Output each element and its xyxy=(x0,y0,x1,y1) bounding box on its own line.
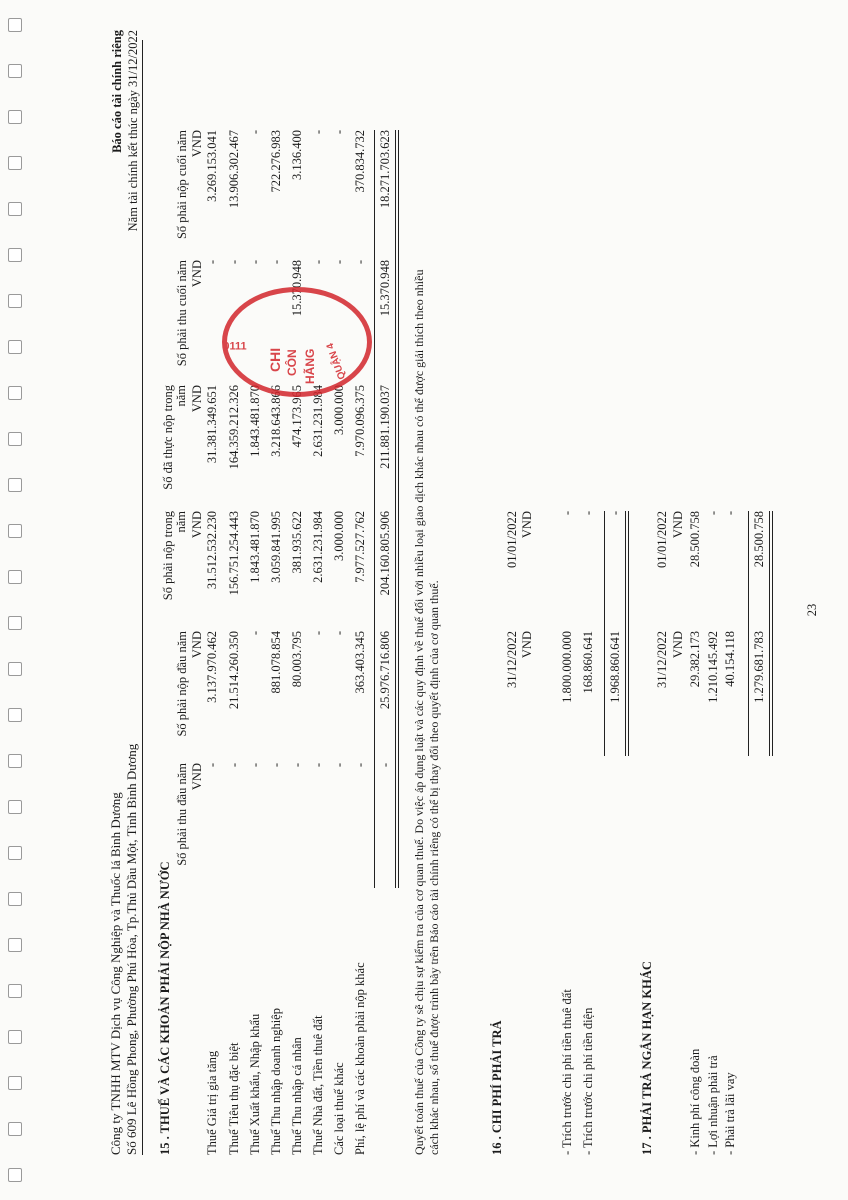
cell: 363.403.345 xyxy=(353,631,367,694)
cell: - xyxy=(248,631,262,636)
total-cell: 211.881.190.037 xyxy=(378,385,392,469)
tax-note: Quyết toán thuế của Công ty sẽ chịu sự kiểm tra của cơ quan thuế. Do việc áp dụng luật và các quy định về thuế đối với nhiều loại giao dịch khác nhau có thể được giải thích theo nhiều xyxy=(412,269,426,1155)
cell: - xyxy=(227,260,241,265)
cell: - xyxy=(332,260,346,265)
col-date-2: 01/01/2022 xyxy=(655,511,669,568)
cell: - xyxy=(248,260,262,265)
unit-vnd: VND xyxy=(190,763,204,791)
row-label: Thuế Tiêu thụ đặc biệt xyxy=(227,1042,241,1155)
header-divider xyxy=(142,40,143,1155)
cell: - xyxy=(353,260,367,265)
totals-double-rule xyxy=(772,511,773,756)
cell: 3.269.153.041 xyxy=(205,130,219,202)
total-cell: 28.500.758 xyxy=(752,511,766,568)
totals-bottom-rule xyxy=(395,130,396,888)
unit-vnd: VND xyxy=(671,511,685,539)
cell: - xyxy=(353,763,367,768)
row-label: - Trích trước chi phí tiền thuê đất xyxy=(560,989,574,1155)
total-cell: 1.968.860.641 xyxy=(608,631,622,703)
totals-top-rule xyxy=(604,511,605,756)
tax-note: cách khác nhau, số thuế được trình bày trên Báo cáo tài chính riêng có thể bị thay đổi theo quyết định của cơ quan thuế. xyxy=(427,580,441,1155)
cell: 1.843.481.870 xyxy=(248,385,262,457)
total-cell: 1.279.681.783 xyxy=(752,631,766,703)
col-date-1: 31/12/2022 xyxy=(655,631,669,688)
row-label: Thuế Thu nhập doanh nghiệp xyxy=(269,1008,283,1155)
cell: 3.000.000 xyxy=(332,385,346,435)
row-label: Phí, lệ phí và các khoản phải nộp khác xyxy=(353,962,367,1155)
section16-title: 16 . CHI PHÍ PHẢI TRẢ xyxy=(490,1020,504,1155)
cell: - xyxy=(205,260,219,265)
row-label: Thuế Giá trị gia tăng xyxy=(205,1050,219,1155)
col-header-6: Số phải nộp cuối năm xyxy=(175,130,189,240)
total-cell: 18.271.703.623 xyxy=(378,130,392,209)
cell: - xyxy=(248,763,262,768)
cell: - xyxy=(227,763,241,768)
cell: 28.500.758 xyxy=(688,511,702,568)
company-address: Số 609 Lê Hồng Phong, Phường Phú Hòa, Tp.Thủ Dầu Một, Tỉnh Bình Dương xyxy=(124,743,139,1155)
col-header-1: Số phải thu đầu năm xyxy=(175,763,189,866)
cell: - xyxy=(205,763,219,768)
cell: - xyxy=(290,763,304,768)
row-label: - Lợi nhuận phải trả xyxy=(706,1055,720,1155)
col-date-1: 31/12/2022 xyxy=(505,631,519,688)
row-label: Các loại thuế khác xyxy=(332,1062,346,1155)
cell: 474.173.965 xyxy=(290,385,304,448)
totals-bottom-rule xyxy=(769,511,770,756)
cell: 7.970.096.375 xyxy=(353,385,367,457)
cell: 2.631.231.984 xyxy=(311,511,325,583)
cell: - xyxy=(248,130,262,135)
unit-vnd: VND xyxy=(190,130,204,158)
total-cell: 15.370.948 xyxy=(378,260,392,317)
cell: 2.631.231.984 xyxy=(311,385,325,457)
col-header-2: Số phải nộp đầu năm xyxy=(175,631,189,737)
cell: - xyxy=(332,631,346,636)
col-date-2: 01/01/2022 xyxy=(505,511,519,568)
cell: - xyxy=(560,511,574,516)
cell: - xyxy=(269,260,283,265)
total-cell: 25.976.716.806 xyxy=(378,631,392,710)
cell: - xyxy=(311,260,325,265)
row-label: Thuế Thu nhập cá nhân xyxy=(290,1037,304,1155)
cell: 21.514.260.350 xyxy=(227,631,241,710)
seal-text: 0111 xyxy=(223,340,247,353)
unit-vnd: VND xyxy=(520,511,534,539)
totals-double-rule xyxy=(398,130,399,888)
totals-bottom-rule xyxy=(625,511,626,756)
cell: 13.906.302.467 xyxy=(227,130,241,209)
row-label: - Trích trước chi phí tiền điện xyxy=(581,1007,595,1155)
cell: 31.381.349.651 xyxy=(205,385,219,464)
col-header-5: Số phải thu cuối năm xyxy=(175,260,189,367)
cell: - xyxy=(706,511,720,516)
cell: 722.276.983 xyxy=(269,130,283,193)
cell: - xyxy=(311,130,325,135)
cell: 15.370.948 xyxy=(290,260,304,317)
cell: 31.512.532.230 xyxy=(205,511,219,590)
unit-vnd: VND xyxy=(190,511,204,539)
totals-top-rule xyxy=(374,130,375,888)
report-period: Năm tài chính kết thúc ngày 31/12/2022 xyxy=(126,30,140,232)
section15-title: 15 . THUẾ VÀ CÁC KHOẢN PHẢI NỘP NHÀ NƯỚC xyxy=(158,861,172,1155)
col-header-4: Số đã thực nộp trong năm xyxy=(161,385,188,490)
cell: 7.977.527.762 xyxy=(353,511,367,583)
total-cell: - xyxy=(378,763,392,768)
cell: 3.000.000 xyxy=(332,511,346,561)
total-cell: - xyxy=(608,511,622,516)
unit-vnd: VND xyxy=(520,631,534,659)
section17-title: 17 . PHẢI TRẢ NGẮN HẠN KHÁC xyxy=(640,961,654,1155)
cell: 1.800.000.000 xyxy=(560,631,574,703)
row-label: - Kinh phí công đoàn xyxy=(688,1048,702,1155)
cell: 881.078.854 xyxy=(269,631,283,694)
cell: - xyxy=(269,763,283,768)
cell: 164.359.212.326 xyxy=(227,385,241,470)
unit-vnd: VND xyxy=(190,260,204,288)
seal-text: HÃNG xyxy=(303,348,317,384)
unit-vnd: VND xyxy=(190,631,204,659)
company-seal xyxy=(222,287,372,397)
cell: 3.059.841.995 xyxy=(269,511,283,583)
report-title: Báo cáo tài chính riêng xyxy=(110,30,124,153)
seal-text: CHI xyxy=(267,347,283,372)
cell: 29.382.173 xyxy=(688,631,702,688)
cell: 1.843.481.870 xyxy=(248,511,262,583)
cell: - xyxy=(723,511,737,516)
unit-vnd: VND xyxy=(190,385,204,413)
cell: - xyxy=(311,763,325,768)
cell: - xyxy=(332,130,346,135)
cell: - xyxy=(311,631,325,636)
company-name: Công ty TNHH MTV Dịch vụ Công Nghiệp và Thuốc lá Bình Dương xyxy=(108,792,123,1155)
unit-vnd: VND xyxy=(671,631,685,659)
cell: 80.003.795 xyxy=(290,631,304,688)
cell: - xyxy=(332,763,346,768)
seal-text: CÔN xyxy=(285,349,299,376)
totals-double-rule xyxy=(628,511,629,756)
col-header-3: Số phải nộp trong năm xyxy=(161,511,188,601)
cell: 3.137.970.462 xyxy=(205,631,219,703)
cell: 40.154.118 xyxy=(723,631,737,687)
row-label: Thuế Xuất khẩu, Nhập khẩu xyxy=(248,1013,262,1155)
cell: 381.935.622 xyxy=(290,511,304,574)
row-label: Thuế Nhà đất, Tiền thuê đất xyxy=(311,1015,325,1155)
totals-top-rule xyxy=(748,511,749,756)
cell: 168.860.641 xyxy=(581,631,595,694)
cell: 3.218.643.866 xyxy=(269,385,283,457)
page-number: 23 xyxy=(805,603,819,617)
cell: - xyxy=(581,511,595,516)
cell: 1.210.145.492 xyxy=(706,631,720,703)
cell: 156.751.254.443 xyxy=(227,511,241,596)
row-label: - Phải trả lãi vay xyxy=(723,1072,737,1155)
seal-text: QUẬN 4 xyxy=(324,341,349,381)
cell: 3.136.400 xyxy=(290,130,304,180)
total-cell: 204.160.805.906 xyxy=(378,511,392,596)
cell: 370.834.732 xyxy=(353,130,367,193)
